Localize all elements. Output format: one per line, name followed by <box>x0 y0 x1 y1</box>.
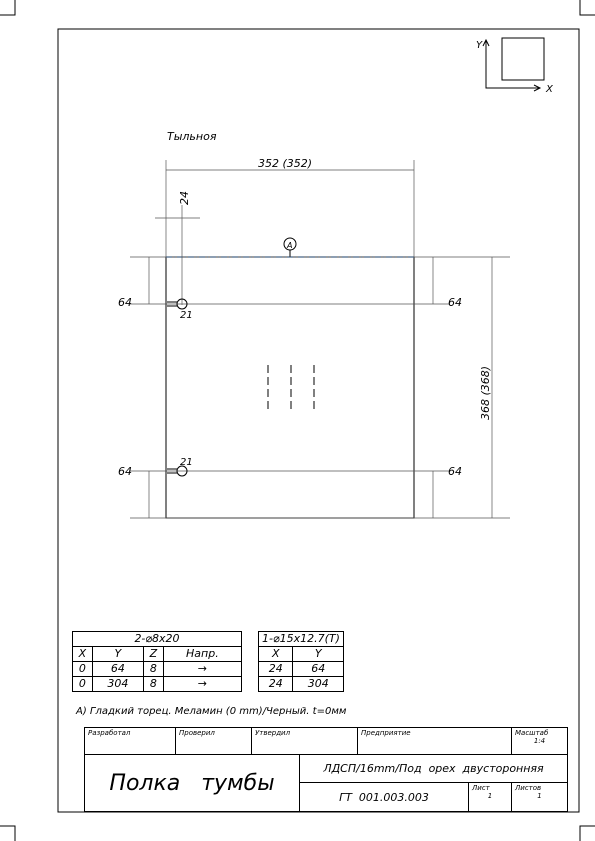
holes-table-2 <box>258 631 344 692</box>
dim-right-top: 64 <box>448 296 462 309</box>
holes-table-1 <box>72 631 242 692</box>
table-cell: 64 <box>293 662 344 677</box>
stamp-code: ГТ 001.003.003 <box>299 782 469 812</box>
title-block <box>84 727 568 812</box>
stamp-approved: Утвердил <box>251 727 358 755</box>
stamp-sheets: Листов 1 <box>511 782 568 812</box>
table-header: Напр. <box>163 647 241 662</box>
table-cell: 0 <box>73 677 93 692</box>
stamp-material: ЛДСП/16mm/Под орех двусторонняя <box>299 754 568 783</box>
stamp-part-name: Полка тумбы <box>84 754 300 812</box>
table-header: X <box>73 647 93 662</box>
table-header: X <box>259 647 293 662</box>
axis-x-label: X <box>546 84 553 95</box>
table-header: Y <box>293 647 344 662</box>
sheet-frame <box>58 29 579 812</box>
table-cell: 304 <box>92 677 143 692</box>
table-cell: 0 <box>73 662 93 677</box>
svg-text:A: A <box>287 241 293 250</box>
height-dimension-label: 368 (368) <box>479 365 492 420</box>
view-label: Тыльноя <box>167 130 217 143</box>
stamp-checked: Проверил <box>175 727 252 755</box>
hole-top-label: 21 <box>180 310 193 321</box>
width-dimension-label: 352 (352) <box>258 157 313 170</box>
table-cell: 24 <box>259 662 293 677</box>
dim-left-top: 64 <box>118 296 132 309</box>
edge-note: A) Гладкий торец. Меламин (0 mm)/Черный. t=0мм <box>76 706 347 717</box>
offset-dimension-label: 24 <box>178 191 191 205</box>
coordinate-axes-icon <box>483 38 544 91</box>
table-header: Y <box>92 647 143 662</box>
dim-right-bottom: 64 <box>448 465 462 478</box>
table-cell: → <box>163 677 241 692</box>
table-cell: 8 <box>143 662 163 677</box>
stamp-scale: Масштаб 1:4 <box>511 727 568 755</box>
axis-y-label: Y <box>476 40 483 51</box>
table-cell: 8 <box>143 677 163 692</box>
holes-table-2-title: 1-⌀15x12.7(T) <box>259 632 344 647</box>
table-cell: 304 <box>293 677 344 692</box>
hole-bottom-label: 21 <box>180 457 193 468</box>
edge-a-marker <box>284 238 296 257</box>
stamp-developer: Разработал <box>84 727 176 755</box>
grain-direction-marks <box>268 365 314 412</box>
table-header: Z <box>143 647 163 662</box>
stamp-sheet: Лист 1 <box>468 782 512 812</box>
holes-table-1-title: 2-⌀8x20 <box>73 632 242 647</box>
offset-dimension <box>155 205 200 305</box>
table-cell: 64 <box>92 662 143 677</box>
table-cell: 24 <box>259 677 293 692</box>
part-outline <box>166 257 414 518</box>
dim-left-bottom: 64 <box>118 465 132 478</box>
stamp-company: Предприятие <box>357 727 512 755</box>
table-cell: → <box>163 662 241 677</box>
